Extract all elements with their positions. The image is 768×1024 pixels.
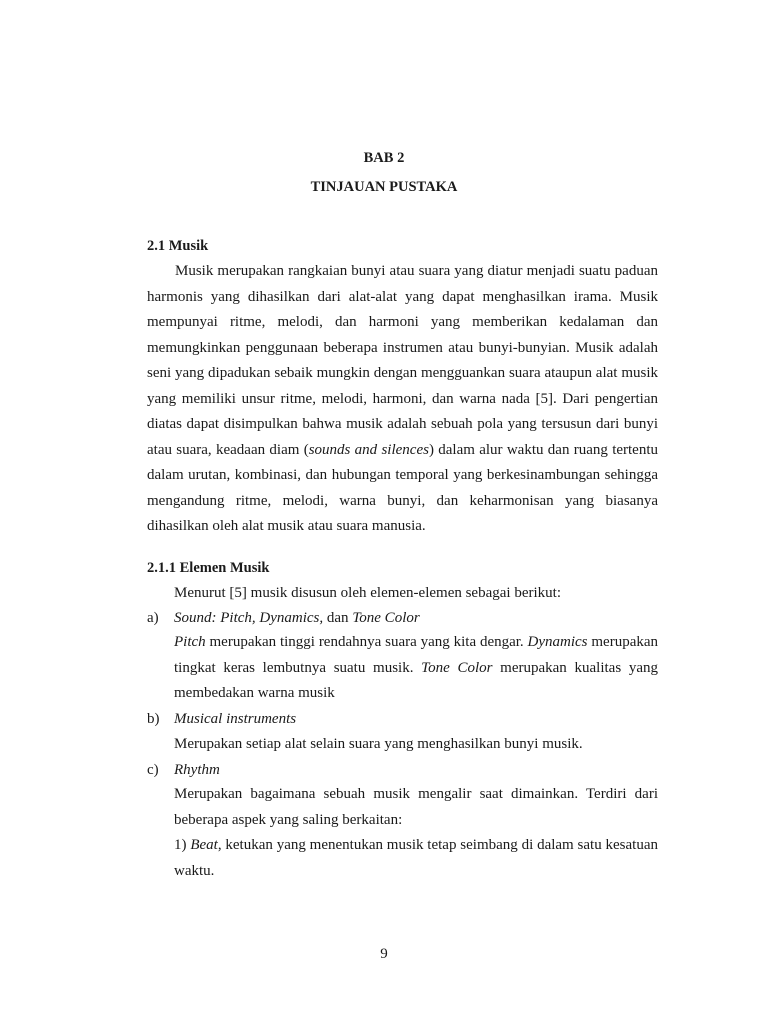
item-c-title-italic: Rhythm	[174, 762, 220, 778]
section-heading-2-1: 2.1 Musik	[147, 238, 209, 254]
item-b-title	[174, 711, 296, 728]
item-c-description: Merupakan bagaimana sebuah musik mengalir saat dimainkan. Terdiri dari beberapa aspek yang saling berkaitan:	[174, 786, 658, 828]
item-a-term-dynamics: Dynamics	[527, 634, 588, 650]
item-b-marker: b)	[147, 711, 160, 727]
item-c-sub-1-term: Beat	[190, 837, 218, 853]
item-a-text-3: merupakan kualitas yang membedakan warna musik	[174, 659, 658, 701]
item-a-title-italic: Sound: Pitch, Dynamics,	[174, 610, 324, 626]
item-a-text-1: merupakan tinggi rendahnya suara yang kita dengar.	[205, 634, 528, 650]
item-a-description	[174, 630, 658, 707]
item-b-description: Merupakan setiap alat selain suara yang menghasilkan bunyi musik.	[174, 736, 583, 752]
elements-intro: Menurut [5] musik disusun oleh elemen-elemen sebagai berikut:	[174, 585, 561, 601]
paragraph-text-end: ) dalam alur waktu dan ruang tertentu dalam urutan, kombinasi, dan hubungan temporal yang berkesinambungan sehingga mengandung ritme, melodi, warna bunyi, dan keharmonisan yang biasanya dihasilkan oleh alat musik atau suara manusia.	[147, 441, 659, 534]
item-a-title-join: dan	[323, 610, 353, 626]
paragraph-text: Musik merupakan rangkaian bunyi atau suara yang diatur menjadi suatu paduan harmonis yang dihasilkan dari alat-alat yang dapat menghasilkan irama. Musik mempunyai ritme, melodi, dan harmoni yang memberikan kedalaman dan memungkinkan penggunaan beberapa instrumen atau bunyi-bunyian. Musik adalah seni yang dipadukan sebaik mungkin dengan mengguankan suara ataupun alat musik yang memiliki unsur ritme, melodi, harmoni, dan warna nada [5]. Dari pengertian diatas dapat disimpulkan bahwa musik adalah sebuah pola yang tersusun dari bunyi atau suara, keadaan diam (	[147, 263, 658, 458]
item-a-term-pitch: Pitch	[174, 634, 206, 650]
item-a-title	[174, 610, 420, 627]
item-b-title-italic: Musical instruments	[174, 711, 297, 727]
chapter-number: BAB 2	[363, 150, 405, 166]
paragraph-italic-term: sounds and silences	[308, 441, 429, 458]
item-c-sub-1-number: 1)	[174, 837, 191, 853]
section-2-1-paragraph	[147, 259, 658, 540]
item-c-marker: c)	[147, 762, 159, 778]
item-a-marker: a)	[147, 610, 159, 626]
item-c-sub-1-text: , ketukan yang menentukan musik tetap seimbang di dalam satu kesatuan waktu.	[174, 837, 659, 879]
item-a-text-2: merupakan tingkat keras lembutnya suatu musik.	[174, 634, 659, 676]
section-heading-2-1-1: 2.1.1 Elemen Musik	[147, 560, 270, 576]
item-a-term-tone-color: Tone Color	[421, 659, 493, 676]
chapter-title: TINJAUAN PUSTAKA	[310, 179, 458, 195]
item-c-title	[174, 762, 220, 779]
item-c-sub-1	[174, 833, 658, 884]
item-a-title-italic-2: Tone Color	[352, 610, 420, 626]
page-number: 9	[380, 946, 388, 962]
